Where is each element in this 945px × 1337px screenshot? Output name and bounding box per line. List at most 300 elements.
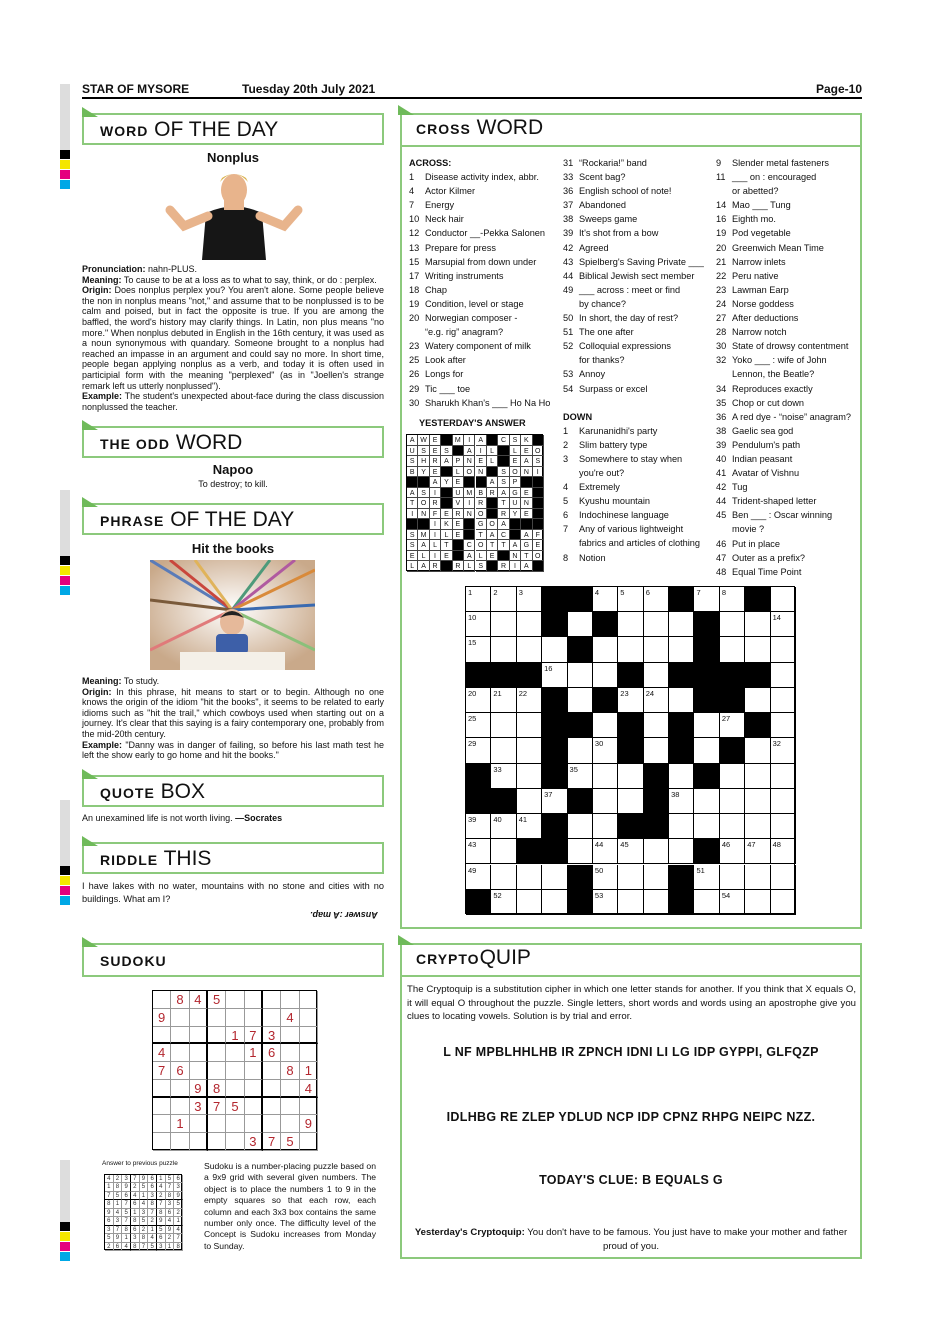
sudoku-cell[interactable] bbox=[300, 1027, 318, 1045]
crossword-cell[interactable] bbox=[745, 637, 770, 662]
answer-cell: S bbox=[533, 456, 544, 467]
sudoku-cell[interactable]: 8 bbox=[171, 991, 189, 1009]
sudoku-cell[interactable] bbox=[226, 1062, 244, 1080]
sudoku-cell[interactable]: 9 bbox=[300, 1115, 318, 1133]
crossword-cell[interactable] bbox=[771, 587, 796, 612]
sudoku-cell[interactable] bbox=[190, 1009, 208, 1027]
crossword-cell[interactable] bbox=[517, 612, 542, 637]
sudoku-cell[interactable]: 1 bbox=[226, 1027, 244, 1045]
crossword-block bbox=[618, 713, 643, 738]
answer-cell: E bbox=[521, 509, 532, 520]
crossword-cell[interactable] bbox=[720, 764, 745, 789]
crossword-cell[interactable]: 33 bbox=[491, 764, 516, 789]
crossword-cell[interactable] bbox=[745, 890, 770, 915]
sudoku-cell[interactable] bbox=[300, 1009, 318, 1027]
sudoku-cell[interactable] bbox=[208, 1009, 226, 1027]
sudoku-cell[interactable] bbox=[263, 1080, 281, 1098]
crossword-cell[interactable] bbox=[644, 890, 669, 915]
sudoku-answer-cell: 6 bbox=[131, 1200, 140, 1208]
crossword-cell[interactable]: 15 bbox=[466, 637, 491, 662]
crossword-cell[interactable] bbox=[568, 688, 593, 713]
crossword-cell[interactable] bbox=[568, 663, 593, 688]
cryptoquip-line-1: L NF MPBLHHLHB IR ZPNCH IDNI LI LG IDP GYPPI, GLFQZP bbox=[443, 1045, 819, 1059]
answer-block bbox=[407, 519, 418, 530]
sudoku-answer-cell: 7 bbox=[174, 1234, 183, 1242]
crossword-cell[interactable]: 32 bbox=[771, 738, 796, 763]
answer-cell: S bbox=[418, 488, 429, 499]
sudoku-cell[interactable] bbox=[226, 1115, 244, 1133]
answer-cell: S bbox=[407, 456, 418, 467]
answer-cell: A bbox=[487, 530, 498, 541]
clue-row bbox=[716, 311, 861, 325]
crossword-cell[interactable] bbox=[745, 865, 770, 890]
crossword-cell[interactable] bbox=[694, 814, 719, 839]
crossword-cell[interactable] bbox=[771, 663, 796, 688]
crossword-cell[interactable]: 3 bbox=[517, 587, 542, 612]
crossword-cell[interactable] bbox=[669, 637, 694, 662]
crossword-cell[interactable]: 8 bbox=[720, 587, 745, 612]
sudoku-cell[interactable]: 5 bbox=[281, 1133, 299, 1151]
crossword-cell[interactable]: 10 bbox=[466, 612, 491, 637]
sudoku-cell[interactable] bbox=[226, 1044, 244, 1062]
crossword-cell[interactable] bbox=[542, 890, 567, 915]
sudoku-cell[interactable] bbox=[153, 1080, 171, 1098]
crossword-cell[interactable] bbox=[669, 814, 694, 839]
sudoku-cell[interactable] bbox=[226, 1080, 244, 1098]
crossword-cell[interactable]: 7 bbox=[694, 587, 719, 612]
crossword-cell[interactable]: 22 bbox=[517, 688, 542, 713]
sudoku-cell[interactable]: 7 bbox=[208, 1098, 226, 1116]
clue-row bbox=[563, 494, 713, 508]
clue-row bbox=[563, 241, 713, 255]
crossword-cell[interactable] bbox=[694, 738, 719, 763]
sudoku-cell[interactable] bbox=[263, 1115, 281, 1133]
crossword-cell[interactable]: 30 bbox=[593, 738, 618, 763]
crossword-cell[interactable] bbox=[644, 637, 669, 662]
crossword-block bbox=[542, 764, 567, 789]
crossword-cell[interactable] bbox=[618, 764, 643, 789]
crossword-block bbox=[618, 663, 643, 688]
crossword-cell[interactable] bbox=[771, 865, 796, 890]
crossword-cell[interactable]: 40 bbox=[491, 814, 516, 839]
registration-bar bbox=[60, 1160, 70, 1222]
sudoku-cell[interactable] bbox=[300, 1133, 318, 1151]
crossword-cell[interactable] bbox=[720, 814, 745, 839]
crossword-cell[interactable]: 4 bbox=[593, 587, 618, 612]
answer-block bbox=[476, 477, 487, 488]
crossword-cell[interactable] bbox=[745, 789, 770, 814]
crossword-cell[interactable]: 24 bbox=[644, 688, 669, 713]
crossword-cell[interactable]: 16 bbox=[542, 663, 567, 688]
sudoku-cell[interactable]: 6 bbox=[171, 1062, 189, 1080]
clue-row bbox=[563, 184, 713, 198]
sudoku-answer-cell: 4 bbox=[105, 1175, 114, 1183]
sudoku-cell[interactable] bbox=[281, 1080, 299, 1098]
sudoku-cell[interactable] bbox=[171, 1027, 189, 1045]
sudoku-cell[interactable] bbox=[190, 1027, 208, 1045]
crossword-cell[interactable] bbox=[771, 789, 796, 814]
sudoku-answer-grid bbox=[104, 1174, 182, 1250]
clue-number: 1 bbox=[409, 172, 415, 183]
crossword-cell[interactable] bbox=[694, 713, 719, 738]
sudoku-cell[interactable] bbox=[281, 1027, 299, 1045]
crossword-cell[interactable] bbox=[669, 688, 694, 713]
sudoku-cell[interactable]: 7 bbox=[153, 1062, 171, 1080]
crossword-cell[interactable] bbox=[644, 738, 669, 763]
sudoku-cell[interactable]: 6 bbox=[263, 1044, 281, 1062]
crossword-cell[interactable] bbox=[669, 839, 694, 864]
crossword-cell[interactable]: 54 bbox=[720, 890, 745, 915]
crossword-cell[interactable] bbox=[517, 890, 542, 915]
page-header bbox=[82, 81, 862, 99]
crossword-cell[interactable] bbox=[771, 764, 796, 789]
clue-text: Trident-shaped letter bbox=[732, 496, 817, 507]
sudoku-cell[interactable]: 7 bbox=[263, 1133, 281, 1151]
crossword-cell[interactable] bbox=[771, 890, 796, 915]
sudoku-cell[interactable] bbox=[190, 1044, 208, 1062]
crossword-cell[interactable] bbox=[644, 612, 669, 637]
crossword-cell[interactable]: 25 bbox=[466, 713, 491, 738]
crossword-cell[interactable] bbox=[568, 738, 593, 763]
crossword-cell[interactable]: 49 bbox=[466, 865, 491, 890]
sudoku-cell[interactable]: 4 bbox=[190, 991, 208, 1009]
crossword-cell[interactable] bbox=[745, 764, 770, 789]
crossword-cell[interactable] bbox=[593, 814, 618, 839]
sudoku-cell[interactable]: 8 bbox=[208, 1080, 226, 1098]
sudoku-answer-cell: 8 bbox=[174, 1243, 183, 1251]
sudoku-cell[interactable] bbox=[171, 1098, 189, 1116]
clue-text: Indian peasant bbox=[732, 453, 793, 464]
down-clues-col3 bbox=[716, 156, 861, 579]
clue-text: “e.g. rig” anagram? bbox=[425, 327, 504, 338]
answer-block bbox=[533, 477, 544, 488]
clue-text: It's shot from a bow bbox=[579, 228, 659, 239]
sudoku-cell[interactable] bbox=[190, 1115, 208, 1133]
clue-row bbox=[409, 339, 559, 353]
crossword-cell[interactable] bbox=[771, 637, 796, 662]
page-number: Page-10 bbox=[815, 82, 862, 96]
sudoku-answer-cell: 5 bbox=[148, 1243, 157, 1251]
answer-block bbox=[487, 509, 498, 520]
crossword-cell[interactable] bbox=[491, 612, 516, 637]
clue-text: Somewhere to stay when bbox=[579, 453, 683, 464]
sudoku-cell[interactable] bbox=[153, 1027, 171, 1045]
answer-cell: I bbox=[533, 467, 544, 478]
clue-row bbox=[716, 184, 861, 198]
crossword-cell[interactable] bbox=[618, 890, 643, 915]
clue-row bbox=[409, 297, 559, 311]
phrase-of-day-body: Meaning: To study. Origin: In this phrase, hit means to start or to begin. Although no one knows the origin of the idiom "hit the books", it seems to be related to early idioms such as "hit the trail," which cowboys used when starting out on a journey. It's clear that this saying is a fairy contemporary one, probably from the mid-20th century. Example: "Danny was in danger of failing, so before his last math test he left the show early to go home and hit the books." bbox=[82, 676, 384, 761]
sudoku-cell[interactable] bbox=[245, 1115, 263, 1133]
crossword-cell[interactable] bbox=[517, 789, 542, 814]
crossword-cell[interactable]: 53 bbox=[593, 890, 618, 915]
crossword-cell[interactable] bbox=[593, 663, 618, 688]
sudoku-cell[interactable] bbox=[281, 991, 299, 1009]
crossword-cell[interactable] bbox=[517, 713, 542, 738]
crossword-cell[interactable]: 52 bbox=[491, 890, 516, 915]
sudoku-cell[interactable]: 5 bbox=[208, 991, 226, 1009]
clue-text: Put in place bbox=[732, 538, 781, 549]
crossword-cell[interactable]: 37 bbox=[542, 789, 567, 814]
crossword-cell[interactable] bbox=[771, 814, 796, 839]
answer-cell: R bbox=[430, 456, 441, 467]
crossword-cell[interactable] bbox=[745, 688, 770, 713]
sudoku-cell[interactable] bbox=[171, 1009, 189, 1027]
clue-number: 50 bbox=[563, 313, 574, 324]
crossword-cell[interactable] bbox=[542, 637, 567, 662]
crossword-cell[interactable] bbox=[593, 789, 618, 814]
crossword-cell[interactable] bbox=[720, 612, 745, 637]
crossword-cell[interactable] bbox=[618, 612, 643, 637]
crossword-cell[interactable] bbox=[745, 738, 770, 763]
crossword-cell[interactable]: 38 bbox=[669, 789, 694, 814]
crossword-block bbox=[644, 814, 669, 839]
crossword-cell[interactable] bbox=[491, 637, 516, 662]
answer-cell: E bbox=[510, 456, 521, 467]
word-of-day-word: Nonplus bbox=[207, 150, 259, 165]
answer-cell: N bbox=[418, 509, 429, 520]
crossword-cell[interactable]: 1 bbox=[466, 587, 491, 612]
clue-text: Extremely bbox=[579, 482, 620, 493]
sudoku-cell[interactable] bbox=[263, 1098, 281, 1116]
sudoku-cell[interactable] bbox=[208, 1062, 226, 1080]
crossword-cell[interactable]: 48 bbox=[771, 839, 796, 864]
answer-cell: H bbox=[418, 456, 429, 467]
answer-cell: C bbox=[498, 530, 509, 541]
crossword-block bbox=[644, 789, 669, 814]
sudoku-cell[interactable]: 3 bbox=[190, 1098, 208, 1116]
crossword-cell[interactable] bbox=[491, 738, 516, 763]
answer-cell: O bbox=[533, 551, 544, 562]
sudoku-cell[interactable] bbox=[208, 1027, 226, 1045]
sudoku-cell[interactable] bbox=[208, 1133, 226, 1151]
sudoku-cell[interactable] bbox=[263, 1062, 281, 1080]
word-of-day-body: Pronunciation: nahn-PLUS. Meaning: To cause to be at a loss as to what to say, think, or do : perplex. Origin: Does nonplus perplex you? You aren't alone. Some people believe the non in nonplus means "not," and assume that to be nonplussed is to be calm and poised, but in fact the opposite is true. If you are among the baffled, the word's history may clarify things. In Latin, non plus means "no more." When nonplus debuted in English in the 16th century, it was used as a noun synonymous with quandary. Someone brought to a nonplus had reached an impasse in an argument and could say no more. In short time, people began applying nonplus as a verb, and today it is often used in participial form with the meaning "perplexed" (as in "Joellen's strange remark left us utterly nonplussed"). Example: The student's unexpected about-face during the class discussion nonplussed the teacher. bbox=[82, 264, 384, 412]
sudoku-answer-cell: 8 bbox=[131, 1243, 140, 1251]
sudoku-cell[interactable] bbox=[263, 1009, 281, 1027]
crossword-cell[interactable] bbox=[491, 865, 516, 890]
crossword-cell[interactable] bbox=[694, 890, 719, 915]
sudoku-cell[interactable] bbox=[245, 1080, 263, 1098]
clue-text: Prepare for press bbox=[425, 242, 496, 253]
clue-text: Chap bbox=[425, 284, 447, 295]
crossword-cell[interactable] bbox=[720, 789, 745, 814]
crossword-cell[interactable] bbox=[568, 612, 593, 637]
crossword-cell[interactable] bbox=[694, 789, 719, 814]
crossword-cell[interactable] bbox=[568, 839, 593, 864]
sudoku-cell[interactable]: 3 bbox=[263, 1027, 281, 1045]
clue-text: Scent bag? bbox=[579, 172, 626, 183]
crossword-cell[interactable] bbox=[720, 865, 745, 890]
sudoku-cell[interactable] bbox=[245, 1009, 263, 1027]
crossword-cell[interactable]: 50 bbox=[593, 865, 618, 890]
sudoku-cell[interactable]: 8 bbox=[281, 1062, 299, 1080]
crossword-cell[interactable]: 5 bbox=[618, 587, 643, 612]
clue-number: 1 bbox=[563, 425, 569, 436]
sudoku-cell[interactable]: 4 bbox=[153, 1044, 171, 1062]
crossword-cell[interactable] bbox=[618, 637, 643, 662]
sudoku-cell[interactable] bbox=[153, 1098, 171, 1116]
answer-cell: M bbox=[453, 435, 464, 446]
sudoku-cell[interactable]: 4 bbox=[281, 1009, 299, 1027]
sudoku-cell[interactable] bbox=[153, 1115, 171, 1133]
sudoku-cell[interactable] bbox=[263, 991, 281, 1009]
sudoku-answer-cell: 3 bbox=[157, 1243, 166, 1251]
sudoku-cell[interactable] bbox=[245, 1098, 263, 1116]
crossword-block bbox=[568, 587, 593, 612]
crossword-cell[interactable]: 23 bbox=[618, 688, 643, 713]
clue-row bbox=[563, 325, 713, 339]
sudoku-cell[interactable]: 5 bbox=[226, 1098, 244, 1116]
crossword-cell[interactable]: 43 bbox=[466, 839, 491, 864]
clue-number: 47 bbox=[716, 552, 727, 563]
crossword-cell[interactable]: 44 bbox=[593, 839, 618, 864]
crossword-cell[interactable] bbox=[644, 663, 669, 688]
sudoku-cell[interactable] bbox=[281, 1044, 299, 1062]
sudoku-cell[interactable] bbox=[208, 1115, 226, 1133]
answer-cell: R bbox=[476, 498, 487, 509]
crossword-cell[interactable] bbox=[517, 865, 542, 890]
clue-number: 15 bbox=[409, 256, 420, 267]
crossword-cell[interactable]: 21 bbox=[491, 688, 516, 713]
sudoku-cell[interactable]: 1 bbox=[300, 1062, 318, 1080]
crossword-cell[interactable] bbox=[618, 865, 643, 890]
sudoku-cell[interactable]: 9 bbox=[153, 1009, 171, 1027]
clue-row bbox=[409, 382, 559, 396]
answer-cell: I bbox=[464, 435, 475, 446]
sudoku-cell[interactable] bbox=[245, 991, 263, 1009]
crossword-cell[interactable]: 41 bbox=[517, 814, 542, 839]
crossword-cell[interactable] bbox=[618, 789, 643, 814]
answer-cell: O bbox=[533, 446, 544, 457]
crossword-cell[interactable] bbox=[669, 612, 694, 637]
sudoku-cell[interactable] bbox=[281, 1098, 299, 1116]
reg-mark bbox=[60, 1232, 70, 1241]
sudoku-cell[interactable] bbox=[171, 1133, 189, 1151]
crossword-cell[interactable] bbox=[593, 713, 618, 738]
sudoku-answer-cell: 9 bbox=[174, 1192, 183, 1200]
sudoku-cell[interactable] bbox=[153, 1133, 171, 1151]
sudoku-cell[interactable] bbox=[171, 1044, 189, 1062]
crossword-grid[interactable] bbox=[465, 586, 795, 914]
crossword-cell[interactable] bbox=[771, 688, 796, 713]
crossword-cell[interactable] bbox=[593, 637, 618, 662]
sudoku-cell[interactable] bbox=[245, 1062, 263, 1080]
answer-cell: O bbox=[464, 467, 475, 478]
sudoku-answer-cell: 6 bbox=[131, 1226, 140, 1234]
crossword-block bbox=[694, 637, 719, 662]
crossword-cell[interactable] bbox=[491, 713, 516, 738]
crossword-cell[interactable] bbox=[644, 839, 669, 864]
crossword-cell[interactable] bbox=[669, 764, 694, 789]
crossword-cell[interactable]: 35 bbox=[568, 764, 593, 789]
answer-block bbox=[441, 498, 452, 509]
clue-text: Chop or cut down bbox=[732, 397, 805, 408]
sudoku-cell[interactable]: 4 bbox=[300, 1080, 318, 1098]
sudoku-cell[interactable] bbox=[300, 1044, 318, 1062]
answer-cell: A bbox=[407, 435, 418, 446]
crossword-block bbox=[491, 663, 516, 688]
crossword-cell[interactable]: 6 bbox=[644, 587, 669, 612]
crossword-cell[interactable] bbox=[745, 612, 770, 637]
crossword-cell[interactable] bbox=[771, 713, 796, 738]
answer-cell: E bbox=[441, 509, 452, 520]
sudoku-cell[interactable] bbox=[190, 1062, 208, 1080]
clue-row bbox=[563, 283, 713, 297]
sudoku-cell[interactable] bbox=[190, 1133, 208, 1151]
sudoku-cell[interactable] bbox=[171, 1080, 189, 1098]
crossword-cell[interactable] bbox=[517, 738, 542, 763]
sudoku-answer-cell: 5 bbox=[157, 1226, 166, 1234]
sudoku-answer-cell: 8 bbox=[122, 1226, 131, 1234]
crossword-cell[interactable] bbox=[644, 713, 669, 738]
clue-number: 19 bbox=[409, 298, 420, 309]
sudoku-cell[interactable] bbox=[153, 991, 171, 1009]
sudoku-cell[interactable]: 3 bbox=[245, 1133, 263, 1151]
clue-text: Pod vegetable bbox=[732, 228, 791, 239]
sudoku-grid[interactable] bbox=[152, 990, 317, 1150]
sudoku-cell[interactable]: 1 bbox=[171, 1115, 189, 1133]
sudoku-cell[interactable] bbox=[281, 1115, 299, 1133]
sudoku-cell[interactable] bbox=[208, 1044, 226, 1062]
clue-row bbox=[716, 424, 861, 438]
crossword-cell[interactable]: 47 bbox=[745, 839, 770, 864]
crossword-cell[interactable] bbox=[568, 814, 593, 839]
clue-text: Kyushu mountain bbox=[579, 496, 650, 507]
sudoku-cell[interactable]: 9 bbox=[190, 1080, 208, 1098]
crossword-cell[interactable] bbox=[720, 637, 745, 662]
answer-cell: T bbox=[498, 498, 509, 509]
clue-text: Slender metal fasteners bbox=[732, 158, 830, 168]
clue-row bbox=[563, 536, 713, 550]
crossword-cell[interactable]: 2 bbox=[491, 587, 516, 612]
crossword-cell[interactable]: 39 bbox=[466, 814, 491, 839]
crossword-cell[interactable] bbox=[517, 764, 542, 789]
sudoku-cell[interactable] bbox=[300, 1098, 318, 1116]
crossword-cell[interactable] bbox=[542, 865, 567, 890]
crossword-cell[interactable] bbox=[491, 839, 516, 864]
sudoku-cell[interactable] bbox=[300, 991, 318, 1009]
crossword-cell[interactable]: 20 bbox=[466, 688, 491, 713]
crossword-cell[interactable]: 51 bbox=[694, 865, 719, 890]
crossword-block bbox=[669, 865, 694, 890]
sudoku-cell[interactable]: 7 bbox=[245, 1027, 263, 1045]
clue-number: 3 bbox=[563, 453, 569, 464]
crossword-cell[interactable] bbox=[644, 865, 669, 890]
crossword-cell[interactable]: 14 bbox=[771, 612, 796, 637]
clue-row bbox=[716, 325, 861, 339]
crossword-cell[interactable]: 45 bbox=[618, 839, 643, 864]
crossword-cell[interactable]: 27 bbox=[720, 713, 745, 738]
answer-cell: S bbox=[498, 467, 509, 478]
sudoku-cell[interactable] bbox=[226, 1133, 244, 1151]
clue-number: 30 bbox=[716, 341, 727, 352]
clue-text: Colloquial expressions bbox=[579, 341, 671, 352]
crossword-cell[interactable]: 29 bbox=[466, 738, 491, 763]
clue-text: Narrow notch bbox=[732, 327, 787, 338]
sudoku-cell[interactable] bbox=[226, 1009, 244, 1027]
crossword-cell[interactable] bbox=[745, 814, 770, 839]
clue-text: Disease activity index, abbr. bbox=[425, 172, 539, 183]
clue-row bbox=[409, 269, 559, 283]
crossword-cell[interactable] bbox=[517, 637, 542, 662]
sudoku-cell[interactable] bbox=[226, 991, 244, 1009]
crossword-cell[interactable]: 46 bbox=[720, 839, 745, 864]
sudoku-cell[interactable]: 1 bbox=[245, 1044, 263, 1062]
answer-cell: N bbox=[521, 467, 532, 478]
crossword-cell[interactable] bbox=[593, 764, 618, 789]
crossword-block bbox=[542, 587, 567, 612]
